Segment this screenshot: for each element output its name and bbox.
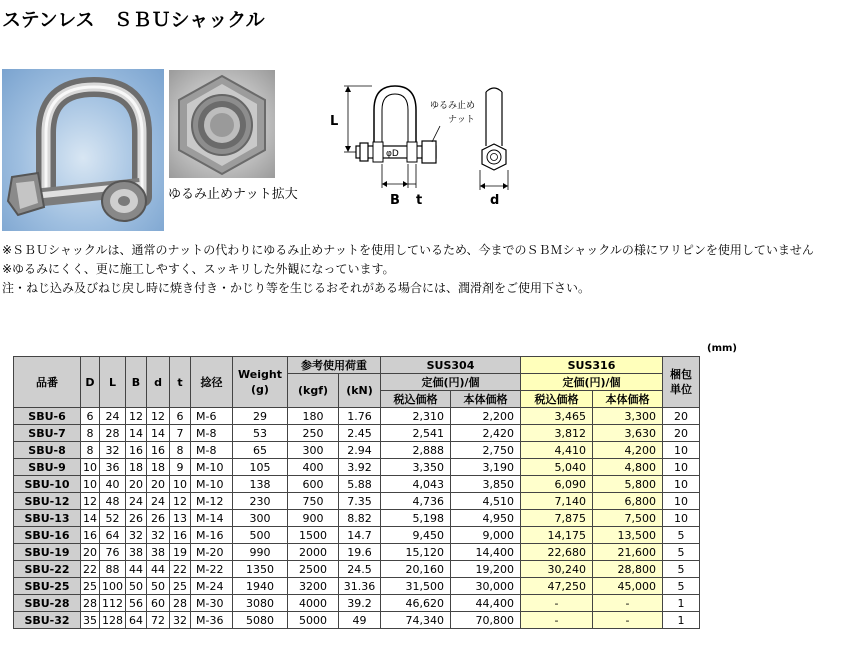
cell-t: 16 bbox=[170, 527, 191, 544]
cell-thread: M-14 bbox=[191, 510, 233, 527]
cell-incl-304: 20,160 bbox=[381, 561, 451, 578]
table-row bbox=[14, 612, 700, 629]
cell-thread: M-8 bbox=[191, 442, 233, 459]
cell-thread: M-6 bbox=[191, 408, 233, 425]
note-line: 注・ねじ込み及びねじ戻し時に焼き付き・かじり等を生じるおそれがある場合には、潤滑剤をご使用下さい。 bbox=[2, 281, 591, 295]
cell-incl-304: 3,350 bbox=[381, 459, 451, 476]
cell-t: 32 bbox=[170, 612, 191, 629]
header-pack-line2: 単位 bbox=[670, 383, 692, 396]
cell-incl-316: 30,240 bbox=[521, 561, 593, 578]
table-row bbox=[14, 527, 700, 544]
cell-kn: 2.45 bbox=[339, 425, 381, 442]
cell-kn: 31.36 bbox=[339, 578, 381, 595]
cell-kn: 49 bbox=[339, 612, 381, 629]
cell-L: 112 bbox=[100, 595, 126, 612]
header-B: B bbox=[126, 357, 147, 408]
table-row bbox=[14, 578, 700, 595]
cell-L: 24 bbox=[100, 408, 126, 425]
cell-base-304: 14,400 bbox=[451, 544, 521, 561]
cell-D: 14 bbox=[81, 510, 100, 527]
header-base-316: 本体価格 bbox=[593, 391, 663, 408]
cell-kgf: 5000 bbox=[288, 612, 339, 629]
lock-nut-image bbox=[169, 70, 275, 178]
cell-incl-304: 5,198 bbox=[381, 510, 451, 527]
cell-pack: 20 bbox=[663, 425, 700, 442]
cell-incl-304: 46,620 bbox=[381, 595, 451, 612]
table-row bbox=[14, 476, 700, 493]
cell-d: 50 bbox=[147, 578, 170, 595]
notes bbox=[2, 241, 814, 298]
cell-d: 72 bbox=[147, 612, 170, 629]
cell-d: 32 bbox=[147, 527, 170, 544]
spec-table-body bbox=[14, 408, 700, 629]
cell-kgf: 2000 bbox=[288, 544, 339, 561]
cell-thread: M-10 bbox=[191, 459, 233, 476]
cell-t: 6 bbox=[170, 408, 191, 425]
cell-t: 25 bbox=[170, 578, 191, 595]
cell-incl-316: 14,175 bbox=[521, 527, 593, 544]
table-row bbox=[14, 561, 700, 578]
cell-weight: 53 bbox=[233, 425, 288, 442]
cell-base-304: 4,950 bbox=[451, 510, 521, 527]
cell-base-316: 4,200 bbox=[593, 442, 663, 459]
cell-thread: M-30 bbox=[191, 595, 233, 612]
spec-table bbox=[13, 356, 700, 629]
cell-d: 60 bbox=[147, 595, 170, 612]
cell-weight: 990 bbox=[233, 544, 288, 561]
cell-base-304: 44,400 bbox=[451, 595, 521, 612]
header-weight-line1: Weight bbox=[238, 368, 282, 381]
nut-caption: ゆるみ止めナット拡大 bbox=[168, 187, 298, 202]
cell-thread: M-20 bbox=[191, 544, 233, 561]
cell-pack: 20 bbox=[663, 408, 700, 425]
cell-L: 64 bbox=[100, 527, 126, 544]
dim-label-t: t bbox=[416, 193, 423, 208]
cell-d: 18 bbox=[147, 459, 170, 476]
cell-d: 16 bbox=[147, 442, 170, 459]
cell-d: 14 bbox=[147, 425, 170, 442]
cell-incl-304: 31,500 bbox=[381, 578, 451, 595]
cell-thread: M-22 bbox=[191, 561, 233, 578]
header-kgf: (kgf) bbox=[288, 374, 339, 408]
cell-kn: 24.5 bbox=[339, 561, 381, 578]
cell-t: 22 bbox=[170, 561, 191, 578]
cell-kgf: 1500 bbox=[288, 527, 339, 544]
cell-L: 32 bbox=[100, 442, 126, 459]
cell-kgf: 2500 bbox=[288, 561, 339, 578]
table-row bbox=[14, 425, 700, 442]
cell-L: 128 bbox=[100, 612, 126, 629]
cell-base-304: 19,200 bbox=[451, 561, 521, 578]
table-row bbox=[14, 544, 700, 561]
cell-incl-304: 74,340 bbox=[381, 612, 451, 629]
cell-code: SBU-9 bbox=[14, 459, 81, 476]
header-base-304: 本体価格 bbox=[451, 391, 521, 408]
cell-B: 14 bbox=[126, 425, 147, 442]
cell-incl-316: - bbox=[521, 612, 593, 629]
cell-L: 36 bbox=[100, 459, 126, 476]
cell-thread: M-24 bbox=[191, 578, 233, 595]
cell-t: 28 bbox=[170, 595, 191, 612]
cell-D: 8 bbox=[81, 425, 100, 442]
cell-base-304: 4,510 bbox=[451, 493, 521, 510]
cell-incl-316: 3,812 bbox=[521, 425, 593, 442]
cell-t: 9 bbox=[170, 459, 191, 476]
cell-pack: 10 bbox=[663, 459, 700, 476]
header-d: d bbox=[147, 357, 170, 408]
dim-label-B: B bbox=[390, 193, 400, 208]
cell-B: 12 bbox=[126, 408, 147, 425]
cell-base-316: 7,500 bbox=[593, 510, 663, 527]
header-incl-304: 税込価格 bbox=[381, 391, 451, 408]
cell-code: SBU-19 bbox=[14, 544, 81, 561]
header-code: 品番 bbox=[14, 357, 81, 408]
cell-t: 7 bbox=[170, 425, 191, 442]
cell-base-316: 3,300 bbox=[593, 408, 663, 425]
cell-D: 6 bbox=[81, 408, 100, 425]
header-load: 参考使用荷重 bbox=[288, 357, 381, 374]
header-sus304: SUS304 bbox=[381, 357, 521, 374]
header-incl-316: 税込価格 bbox=[521, 391, 593, 408]
cell-d: 26 bbox=[147, 510, 170, 527]
cell-B: 32 bbox=[126, 527, 147, 544]
cell-kn: 7.35 bbox=[339, 493, 381, 510]
cell-base-316: 4,800 bbox=[593, 459, 663, 476]
cell-pack: 5 bbox=[663, 544, 700, 561]
cell-L: 52 bbox=[100, 510, 126, 527]
shackle-photo bbox=[2, 69, 164, 231]
cell-thread: M-8 bbox=[191, 425, 233, 442]
cell-D: 22 bbox=[81, 561, 100, 578]
cell-weight: 29 bbox=[233, 408, 288, 425]
header-L: L bbox=[100, 357, 126, 408]
cell-base-316: 21,600 bbox=[593, 544, 663, 561]
cell-d: 38 bbox=[147, 544, 170, 561]
cell-kn: 19.6 bbox=[339, 544, 381, 561]
header-pack bbox=[663, 357, 700, 408]
header-kn: (kN) bbox=[339, 374, 381, 408]
cell-L: 48 bbox=[100, 493, 126, 510]
cell-base-304: 70,800 bbox=[451, 612, 521, 629]
cell-kgf: 250 bbox=[288, 425, 339, 442]
cell-base-316: - bbox=[593, 612, 663, 629]
cell-incl-304: 2,541 bbox=[381, 425, 451, 442]
page-title: ステンレス ＳＢＵシャックル bbox=[2, 9, 265, 31]
cell-weight: 300 bbox=[233, 510, 288, 527]
cell-B: 64 bbox=[126, 612, 147, 629]
note-line: ※ＳＢＵシャックルは、通常のナットの代わりにゆるみ止めナットを使用しているため、今までのＳＢＭシャックルの様にワリピンを使用していません bbox=[2, 243, 814, 257]
cell-B: 56 bbox=[126, 595, 147, 612]
cell-code: SBU-16 bbox=[14, 527, 81, 544]
cell-pack: 1 bbox=[663, 612, 700, 629]
cell-weight: 138 bbox=[233, 476, 288, 493]
cell-code: SBU-25 bbox=[14, 578, 81, 595]
cell-incl-316: 7,140 bbox=[521, 493, 593, 510]
table-row bbox=[14, 442, 700, 459]
cell-kn: 8.82 bbox=[339, 510, 381, 527]
cell-base-304: 3,190 bbox=[451, 459, 521, 476]
cell-pack: 10 bbox=[663, 476, 700, 493]
cell-base-304: 2,750 bbox=[451, 442, 521, 459]
cell-kgf: 400 bbox=[288, 459, 339, 476]
cell-B: 20 bbox=[126, 476, 147, 493]
cell-pack: 10 bbox=[663, 442, 700, 459]
cell-weight: 105 bbox=[233, 459, 288, 476]
cell-pack: 10 bbox=[663, 510, 700, 527]
cell-kgf: 750 bbox=[288, 493, 339, 510]
header-price-unit-316: 定価(円)/個 bbox=[521, 374, 663, 391]
cell-base-316: 3,630 bbox=[593, 425, 663, 442]
cell-B: 18 bbox=[126, 459, 147, 476]
cell-D: 10 bbox=[81, 459, 100, 476]
cell-base-304: 2,200 bbox=[451, 408, 521, 425]
cell-B: 50 bbox=[126, 578, 147, 595]
cell-D: 16 bbox=[81, 527, 100, 544]
shackle-dimension-diagram bbox=[322, 80, 522, 215]
cell-L: 88 bbox=[100, 561, 126, 578]
cell-incl-316: 5,040 bbox=[521, 459, 593, 476]
cell-L: 28 bbox=[100, 425, 126, 442]
header-weight-line2: (g) bbox=[251, 383, 269, 396]
cell-D: 28 bbox=[81, 595, 100, 612]
cell-kn: 39.2 bbox=[339, 595, 381, 612]
cell-kn: 5.88 bbox=[339, 476, 381, 493]
cell-kgf: 900 bbox=[288, 510, 339, 527]
cell-code: SBU-10 bbox=[14, 476, 81, 493]
cell-base-304: 3,850 bbox=[451, 476, 521, 493]
cell-pack: 5 bbox=[663, 527, 700, 544]
cell-incl-316: 6,090 bbox=[521, 476, 593, 493]
cell-weight: 500 bbox=[233, 527, 288, 544]
cell-L: 100 bbox=[100, 578, 126, 595]
cell-D: 20 bbox=[81, 544, 100, 561]
cell-base-316: 45,000 bbox=[593, 578, 663, 595]
cell-pack: 10 bbox=[663, 493, 700, 510]
cell-D: 12 bbox=[81, 493, 100, 510]
table-row bbox=[14, 510, 700, 527]
cell-code: SBU-28 bbox=[14, 595, 81, 612]
table-row bbox=[14, 493, 700, 510]
lock-nut-label-1: ゆるみ止め bbox=[430, 101, 476, 111]
cell-code: SBU-8 bbox=[14, 442, 81, 459]
cell-kgf: 3200 bbox=[288, 578, 339, 595]
cell-incl-304: 2,888 bbox=[381, 442, 451, 459]
cell-incl-316: 22,680 bbox=[521, 544, 593, 561]
cell-kgf: 4000 bbox=[288, 595, 339, 612]
cell-thread: M-10 bbox=[191, 476, 233, 493]
cell-B: 24 bbox=[126, 493, 147, 510]
header-thread: 捻径 bbox=[191, 357, 233, 408]
cell-d: 20 bbox=[147, 476, 170, 493]
cell-D: 8 bbox=[81, 442, 100, 459]
cell-code: SBU-12 bbox=[14, 493, 81, 510]
cell-weight: 3080 bbox=[233, 595, 288, 612]
cell-thread: M-36 bbox=[191, 612, 233, 629]
lock-nut-photo bbox=[169, 70, 275, 178]
cell-kgf: 300 bbox=[288, 442, 339, 459]
header-pack-line1: 梱包 bbox=[670, 368, 692, 381]
cell-kgf: 600 bbox=[288, 476, 339, 493]
cell-incl-316: 3,465 bbox=[521, 408, 593, 425]
cell-weight: 1350 bbox=[233, 561, 288, 578]
cell-weight: 230 bbox=[233, 493, 288, 510]
cell-kn: 14.7 bbox=[339, 527, 381, 544]
cell-code: SBU-22 bbox=[14, 561, 81, 578]
cell-weight: 65 bbox=[233, 442, 288, 459]
cell-base-304: 2,420 bbox=[451, 425, 521, 442]
cell-D: 25 bbox=[81, 578, 100, 595]
cell-B: 26 bbox=[126, 510, 147, 527]
cell-base-304: 9,000 bbox=[451, 527, 521, 544]
table-row bbox=[14, 408, 700, 425]
cell-incl-304: 9,450 bbox=[381, 527, 451, 544]
note-line: ※ゆるみにくく、更に施工しやすく、スッキリした外観になっています。 bbox=[2, 262, 395, 276]
cell-B: 16 bbox=[126, 442, 147, 459]
cell-kn: 1.76 bbox=[339, 408, 381, 425]
cell-L: 40 bbox=[100, 476, 126, 493]
cell-base-316: 13,500 bbox=[593, 527, 663, 544]
cell-incl-304: 15,120 bbox=[381, 544, 451, 561]
cell-d: 44 bbox=[147, 561, 170, 578]
cell-L: 76 bbox=[100, 544, 126, 561]
cell-code: SBU-6 bbox=[14, 408, 81, 425]
dim-label-d: d bbox=[490, 193, 500, 208]
cell-incl-304: 4,736 bbox=[381, 493, 451, 510]
cell-pack: 5 bbox=[663, 561, 700, 578]
shackle-image bbox=[2, 69, 164, 231]
cell-incl-316: 4,410 bbox=[521, 442, 593, 459]
cell-base-316: 28,800 bbox=[593, 561, 663, 578]
cell-t: 10 bbox=[170, 476, 191, 493]
cell-base-304: 30,000 bbox=[451, 578, 521, 595]
header-weight bbox=[233, 357, 288, 408]
cell-thread: M-16 bbox=[191, 527, 233, 544]
cell-kgf: 180 bbox=[288, 408, 339, 425]
cell-code: SBU-13 bbox=[14, 510, 81, 527]
cell-t: 13 bbox=[170, 510, 191, 527]
dim-label-L: L bbox=[330, 114, 339, 129]
cell-t: 8 bbox=[170, 442, 191, 459]
header-t: t bbox=[170, 357, 191, 408]
header-price-unit-304: 定価(円)/個 bbox=[381, 374, 521, 391]
cell-weight: 5080 bbox=[233, 612, 288, 629]
cell-base-316: - bbox=[593, 595, 663, 612]
cell-incl-316: 47,250 bbox=[521, 578, 593, 595]
cell-incl-316: 7,875 bbox=[521, 510, 593, 527]
cell-t: 19 bbox=[170, 544, 191, 561]
table-row bbox=[14, 459, 700, 476]
cell-thread: M-12 bbox=[191, 493, 233, 510]
table-row bbox=[14, 595, 700, 612]
cell-B: 38 bbox=[126, 544, 147, 561]
cell-B: 44 bbox=[126, 561, 147, 578]
cell-pack: 1 bbox=[663, 595, 700, 612]
cell-kn: 3.92 bbox=[339, 459, 381, 476]
cell-base-316: 5,800 bbox=[593, 476, 663, 493]
cell-incl-316: - bbox=[521, 595, 593, 612]
cell-d: 12 bbox=[147, 408, 170, 425]
cell-code: SBU-32 bbox=[14, 612, 81, 629]
cell-base-316: 6,800 bbox=[593, 493, 663, 510]
cell-d: 24 bbox=[147, 493, 170, 510]
dim-label-phiD: φD bbox=[386, 149, 399, 159]
cell-incl-304: 2,310 bbox=[381, 408, 451, 425]
header-sus316: SUS316 bbox=[521, 357, 663, 374]
cell-D: 35 bbox=[81, 612, 100, 629]
cell-pack: 5 bbox=[663, 578, 700, 595]
lock-nut-label-2: ナット bbox=[448, 115, 475, 125]
header-D: D bbox=[81, 357, 100, 408]
cell-t: 12 bbox=[170, 493, 191, 510]
unit-label: (mm) bbox=[707, 343, 737, 354]
cell-D: 10 bbox=[81, 476, 100, 493]
cell-code: SBU-7 bbox=[14, 425, 81, 442]
cell-kn: 2.94 bbox=[339, 442, 381, 459]
cell-weight: 1940 bbox=[233, 578, 288, 595]
cell-incl-304: 4,043 bbox=[381, 476, 451, 493]
